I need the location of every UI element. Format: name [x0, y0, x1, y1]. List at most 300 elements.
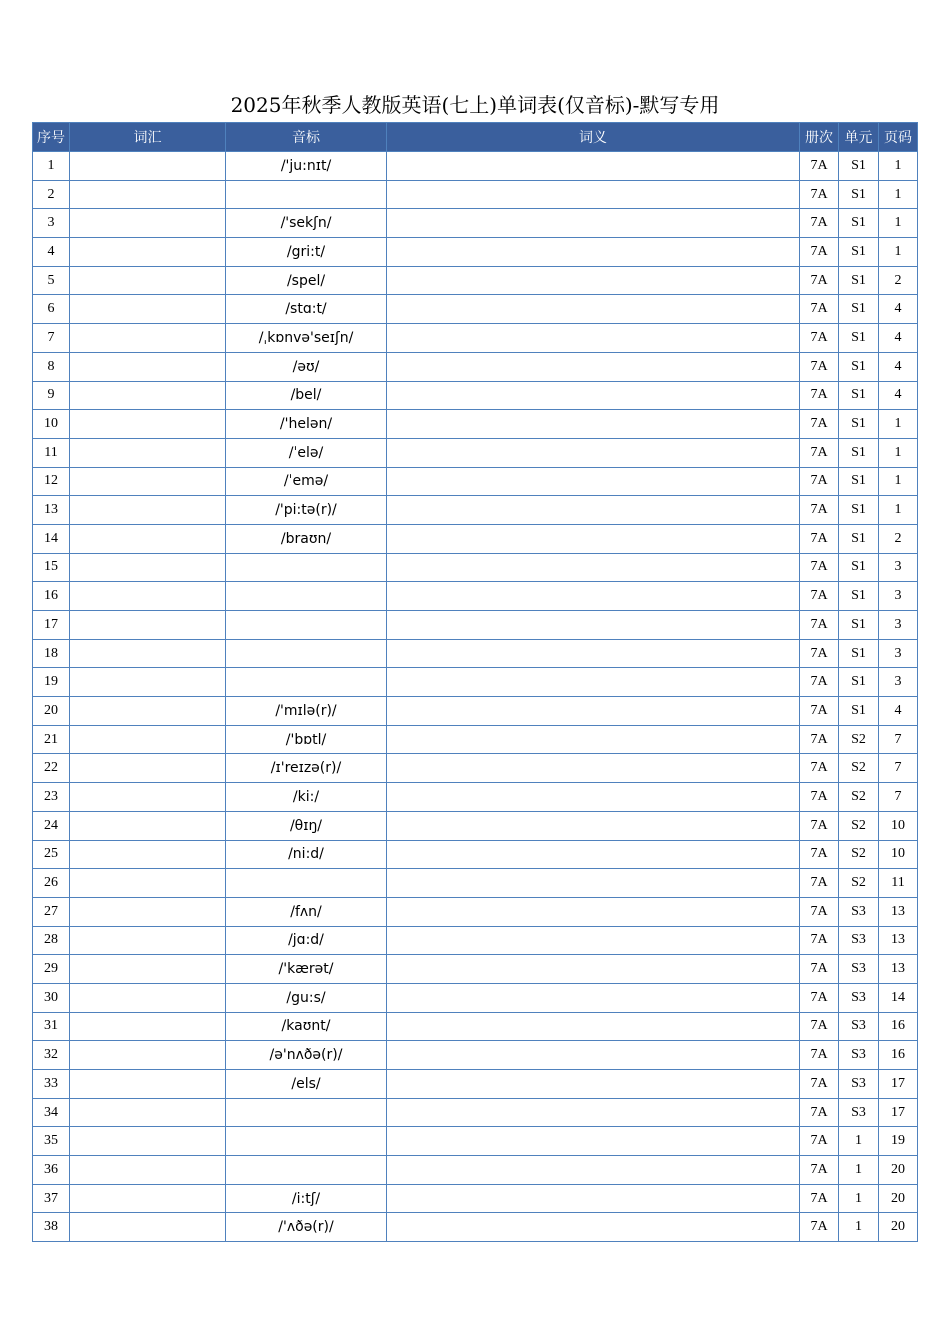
- cell-no: 36: [33, 1156, 70, 1185]
- cell-unit: S3: [839, 1012, 879, 1041]
- cell-meaning: [387, 467, 800, 496]
- cell-book: 7A: [800, 1012, 839, 1041]
- cell-book: 7A: [800, 582, 839, 611]
- cell-unit: S3: [839, 1041, 879, 1070]
- cell-meaning: [387, 1070, 800, 1099]
- cell-no: 3: [33, 209, 70, 238]
- cell-phonetic: /'sekʃn/: [226, 209, 387, 238]
- table-row: [33, 926, 918, 955]
- cell-book: 7A: [800, 467, 839, 496]
- cell-phonetic: /ɪ'reɪzə(r)/: [226, 754, 387, 783]
- cell-meaning: [387, 1041, 800, 1070]
- cell-book: 7A: [800, 209, 839, 238]
- cell-phonetic: /'pi:tə(r)/: [226, 496, 387, 525]
- cell-phonetic: /fʌn/: [226, 897, 387, 926]
- cell-no: 7: [33, 324, 70, 353]
- cell-page: 4: [879, 324, 918, 353]
- cell-page: 11: [879, 869, 918, 898]
- header-unit: 单元: [839, 123, 879, 152]
- cell-meaning: [387, 1184, 800, 1213]
- cell-page: 10: [879, 840, 918, 869]
- cell-page: 16: [879, 1012, 918, 1041]
- cell-unit: S1: [839, 209, 879, 238]
- table-row: [33, 266, 918, 295]
- cell-unit: 1: [839, 1156, 879, 1185]
- cell-meaning: [387, 266, 800, 295]
- cell-page: 19: [879, 1127, 918, 1156]
- cell-page: 20: [879, 1156, 918, 1185]
- cell-meaning: [387, 524, 800, 553]
- cell-book: 7A: [800, 697, 839, 726]
- cell-word: [70, 410, 226, 439]
- cell-word: [70, 1127, 226, 1156]
- cell-meaning: [387, 582, 800, 611]
- cell-phonetic: /'mɪlə(r)/: [226, 697, 387, 726]
- cell-phonetic: [226, 1156, 387, 1185]
- cell-book: 7A: [800, 352, 839, 381]
- cell-word: [70, 524, 226, 553]
- cell-page: 1: [879, 180, 918, 209]
- cell-unit: S1: [839, 553, 879, 582]
- cell-page: 4: [879, 381, 918, 410]
- cell-book: 7A: [800, 152, 839, 181]
- cell-unit: S3: [839, 897, 879, 926]
- cell-no: 14: [33, 524, 70, 553]
- cell-no: 4: [33, 238, 70, 267]
- cell-phonetic: /i:tʃ/: [226, 1184, 387, 1213]
- cell-book: 7A: [800, 524, 839, 553]
- cell-unit: 1: [839, 1184, 879, 1213]
- cell-word: [70, 725, 226, 754]
- cell-no: 19: [33, 668, 70, 697]
- cell-book: 7A: [800, 1184, 839, 1213]
- cell-word: [70, 1070, 226, 1099]
- cell-phonetic: [226, 582, 387, 611]
- table-row: [33, 381, 918, 410]
- cell-phonetic: [226, 1098, 387, 1127]
- cell-unit: S1: [839, 697, 879, 726]
- table-row: [33, 897, 918, 926]
- cell-book: 7A: [800, 496, 839, 525]
- cell-unit: S1: [839, 668, 879, 697]
- cell-unit: S3: [839, 955, 879, 984]
- cell-unit: S1: [839, 438, 879, 467]
- cell-unit: S1: [839, 238, 879, 267]
- cell-no: 9: [33, 381, 70, 410]
- cell-book: 7A: [800, 983, 839, 1012]
- cell-word: [70, 209, 226, 238]
- cell-book: 7A: [800, 381, 839, 410]
- table-row: [33, 1156, 918, 1185]
- cell-no: 16: [33, 582, 70, 611]
- cell-page: 3: [879, 553, 918, 582]
- cell-page: 7: [879, 754, 918, 783]
- cell-phonetic: /spel/: [226, 266, 387, 295]
- cell-unit: S1: [839, 611, 879, 640]
- cell-phonetic: /jɑ:d/: [226, 926, 387, 955]
- cell-phonetic: [226, 668, 387, 697]
- cell-book: 7A: [800, 266, 839, 295]
- cell-unit: S2: [839, 869, 879, 898]
- cell-no: 22: [33, 754, 70, 783]
- cell-phonetic: [226, 639, 387, 668]
- cell-phonetic: /'ʌðə(r)/: [226, 1213, 387, 1242]
- cell-unit: S3: [839, 926, 879, 955]
- cell-word: [70, 266, 226, 295]
- cell-unit: S1: [839, 582, 879, 611]
- table-row: [33, 697, 918, 726]
- cell-phonetic: /stɑ:t/: [226, 295, 387, 324]
- cell-no: 15: [33, 553, 70, 582]
- cell-page: 1: [879, 496, 918, 525]
- cell-meaning: [387, 783, 800, 812]
- cell-page: 20: [879, 1184, 918, 1213]
- table-row: [33, 352, 918, 381]
- table-row: [33, 295, 918, 324]
- table-row: [33, 1041, 918, 1070]
- cell-book: 7A: [800, 1070, 839, 1099]
- cell-no: 17: [33, 611, 70, 640]
- cell-meaning: [387, 295, 800, 324]
- cell-meaning: [387, 381, 800, 410]
- cell-book: 7A: [800, 639, 839, 668]
- table-row: [33, 1012, 918, 1041]
- cell-page: 1: [879, 238, 918, 267]
- cell-book: 7A: [800, 1127, 839, 1156]
- cell-meaning: [387, 668, 800, 697]
- cell-book: 7A: [800, 324, 839, 353]
- cell-page: 16: [879, 1041, 918, 1070]
- word-list-table: [32, 122, 918, 1242]
- cell-phonetic: [226, 869, 387, 898]
- table-row: [33, 324, 918, 353]
- cell-phonetic: /braʊn/: [226, 524, 387, 553]
- cell-no: 31: [33, 1012, 70, 1041]
- cell-meaning: [387, 697, 800, 726]
- cell-phonetic: /kaʊnt/: [226, 1012, 387, 1041]
- cell-word: [70, 611, 226, 640]
- table-row: [33, 467, 918, 496]
- cell-no: 13: [33, 496, 70, 525]
- cell-unit: S1: [839, 324, 879, 353]
- cell-meaning: [387, 1098, 800, 1127]
- cell-word: [70, 180, 226, 209]
- cell-unit: S1: [839, 639, 879, 668]
- cell-meaning: [387, 496, 800, 525]
- cell-unit: S2: [839, 811, 879, 840]
- cell-unit: 1: [839, 1213, 879, 1242]
- cell-word: [70, 754, 226, 783]
- cell-word: [70, 1012, 226, 1041]
- cell-meaning: [387, 840, 800, 869]
- cell-phonetic: /els/: [226, 1070, 387, 1099]
- cell-phonetic: /'bɒtl/: [226, 725, 387, 754]
- header-no: 序号: [33, 123, 70, 152]
- cell-no: 37: [33, 1184, 70, 1213]
- cell-no: 21: [33, 725, 70, 754]
- table-row: [33, 639, 918, 668]
- cell-book: 7A: [800, 410, 839, 439]
- cell-word: [70, 840, 226, 869]
- table-row: [33, 1184, 918, 1213]
- cell-page: 4: [879, 295, 918, 324]
- table-row: [33, 869, 918, 898]
- cell-meaning: [387, 180, 800, 209]
- table-row: [33, 553, 918, 582]
- cell-meaning: [387, 352, 800, 381]
- cell-book: 7A: [800, 840, 839, 869]
- cell-no: 8: [33, 352, 70, 381]
- cell-phonetic: /ˈemə/: [226, 467, 387, 496]
- cell-unit: S2: [839, 754, 879, 783]
- cell-phonetic: /bel/: [226, 381, 387, 410]
- cell-page: 3: [879, 582, 918, 611]
- cell-word: [70, 381, 226, 410]
- table-row: [33, 209, 918, 238]
- cell-page: 1: [879, 467, 918, 496]
- cell-page: 3: [879, 668, 918, 697]
- cell-meaning: [387, 1012, 800, 1041]
- cell-page: 4: [879, 352, 918, 381]
- cell-phonetic: /'ju:nɪt/: [226, 152, 387, 181]
- cell-no: 5: [33, 266, 70, 295]
- cell-word: [70, 668, 226, 697]
- cell-meaning: [387, 926, 800, 955]
- cell-unit: S1: [839, 180, 879, 209]
- cell-unit: S3: [839, 1098, 879, 1127]
- cell-unit: S2: [839, 783, 879, 812]
- table-row: [33, 955, 918, 984]
- cell-meaning: [387, 1213, 800, 1242]
- table-row: [33, 668, 918, 697]
- cell-phonetic: [226, 553, 387, 582]
- cell-page: 7: [879, 783, 918, 812]
- cell-phonetic: /ni:d/: [226, 840, 387, 869]
- cell-meaning: [387, 897, 800, 926]
- cell-word: [70, 783, 226, 812]
- cell-no: 2: [33, 180, 70, 209]
- cell-meaning: [387, 811, 800, 840]
- cell-book: 7A: [800, 295, 839, 324]
- cell-unit: 1: [839, 1127, 879, 1156]
- table-row: [33, 983, 918, 1012]
- cell-unit: S1: [839, 381, 879, 410]
- cell-unit: S3: [839, 1070, 879, 1099]
- cell-no: 10: [33, 410, 70, 439]
- cell-no: 1: [33, 152, 70, 181]
- table-row: [33, 754, 918, 783]
- header-book: 册次: [800, 123, 839, 152]
- cell-word: [70, 324, 226, 353]
- cell-unit: S2: [839, 840, 879, 869]
- cell-meaning: [387, 438, 800, 467]
- cell-word: [70, 582, 226, 611]
- cell-word: [70, 1156, 226, 1185]
- cell-book: 7A: [800, 869, 839, 898]
- table-row: [33, 1098, 918, 1127]
- cell-no: 32: [33, 1041, 70, 1070]
- cell-no: 6: [33, 295, 70, 324]
- cell-page: 3: [879, 611, 918, 640]
- cell-word: [70, 1098, 226, 1127]
- cell-word: [70, 811, 226, 840]
- cell-page: 17: [879, 1098, 918, 1127]
- cell-no: 38: [33, 1213, 70, 1242]
- cell-meaning: [387, 1156, 800, 1185]
- cell-no: 34: [33, 1098, 70, 1127]
- cell-no: 35: [33, 1127, 70, 1156]
- cell-book: 7A: [800, 1213, 839, 1242]
- cell-word: [70, 869, 226, 898]
- cell-word: [70, 983, 226, 1012]
- cell-meaning: [387, 553, 800, 582]
- cell-phonetic: [226, 180, 387, 209]
- header-word: 词汇: [70, 123, 226, 152]
- cell-phonetic: /əʊ/: [226, 352, 387, 381]
- cell-book: 7A: [800, 811, 839, 840]
- cell-unit: S3: [839, 983, 879, 1012]
- cell-book: 7A: [800, 180, 839, 209]
- table-row: [33, 811, 918, 840]
- table-row: [33, 180, 918, 209]
- cell-page: 14: [879, 983, 918, 1012]
- table-row: [33, 438, 918, 467]
- cell-meaning: [387, 152, 800, 181]
- cell-meaning: [387, 725, 800, 754]
- table-row: [33, 410, 918, 439]
- header-page: 页码: [879, 123, 918, 152]
- header-meaning: 词义: [387, 123, 800, 152]
- table-row: [33, 1070, 918, 1099]
- cell-no: 25: [33, 840, 70, 869]
- cell-page: 4: [879, 697, 918, 726]
- cell-word: [70, 496, 226, 525]
- cell-unit: S1: [839, 524, 879, 553]
- cell-no: 23: [33, 783, 70, 812]
- cell-book: 7A: [800, 1098, 839, 1127]
- cell-page: 13: [879, 955, 918, 984]
- cell-book: 7A: [800, 668, 839, 697]
- cell-book: 7A: [800, 1156, 839, 1185]
- cell-no: 12: [33, 467, 70, 496]
- cell-phonetic: /ˌkɒnvə'seɪʃn/: [226, 324, 387, 353]
- table-row: [33, 611, 918, 640]
- cell-page: 17: [879, 1070, 918, 1099]
- cell-book: 7A: [800, 611, 839, 640]
- cell-phonetic: /gu:s/: [226, 983, 387, 1012]
- cell-meaning: [387, 324, 800, 353]
- cell-phonetic: /θɪŋ/: [226, 811, 387, 840]
- table-row: [33, 152, 918, 181]
- cell-meaning: [387, 869, 800, 898]
- cell-book: 7A: [800, 754, 839, 783]
- cell-unit: S1: [839, 496, 879, 525]
- cell-meaning: [387, 1127, 800, 1156]
- cell-no: 24: [33, 811, 70, 840]
- cell-page: 1: [879, 438, 918, 467]
- cell-page: 13: [879, 926, 918, 955]
- cell-page: 3: [879, 639, 918, 668]
- cell-word: [70, 897, 226, 926]
- table-row: [33, 582, 918, 611]
- cell-word: [70, 697, 226, 726]
- cell-no: 11: [33, 438, 70, 467]
- cell-word: [70, 152, 226, 181]
- cell-meaning: [387, 238, 800, 267]
- cell-book: 7A: [800, 553, 839, 582]
- table-row: [33, 725, 918, 754]
- table-body: [33, 152, 918, 1242]
- cell-phonetic: /ə'nʌðə(r)/: [226, 1041, 387, 1070]
- cell-page: 20: [879, 1213, 918, 1242]
- cell-page: 2: [879, 524, 918, 553]
- cell-word: [70, 1213, 226, 1242]
- cell-no: 27: [33, 897, 70, 926]
- table-row: [33, 524, 918, 553]
- cell-unit: S2: [839, 725, 879, 754]
- cell-unit: S1: [839, 295, 879, 324]
- cell-phonetic: [226, 1127, 387, 1156]
- cell-meaning: [387, 611, 800, 640]
- cell-book: 7A: [800, 438, 839, 467]
- header-phonetic: 音标: [226, 123, 387, 152]
- table-row: [33, 1213, 918, 1242]
- cell-page: 1: [879, 410, 918, 439]
- cell-word: [70, 955, 226, 984]
- cell-page: 13: [879, 897, 918, 926]
- cell-page: 2: [879, 266, 918, 295]
- cell-no: 28: [33, 926, 70, 955]
- cell-book: 7A: [800, 783, 839, 812]
- table-row: [33, 1127, 918, 1156]
- cell-word: [70, 438, 226, 467]
- cell-word: [70, 1041, 226, 1070]
- table-header-row: [33, 123, 918, 152]
- cell-book: 7A: [800, 955, 839, 984]
- cell-no: 26: [33, 869, 70, 898]
- cell-meaning: [387, 983, 800, 1012]
- cell-page: 10: [879, 811, 918, 840]
- cell-book: 7A: [800, 897, 839, 926]
- cell-phonetic: /ˈelə/: [226, 438, 387, 467]
- cell-meaning: [387, 955, 800, 984]
- cell-meaning: [387, 754, 800, 783]
- cell-page: 1: [879, 152, 918, 181]
- cell-unit: S1: [839, 410, 879, 439]
- cell-book: 7A: [800, 725, 839, 754]
- cell-phonetic: /'kærət/: [226, 955, 387, 984]
- cell-word: [70, 1184, 226, 1213]
- cell-word: [70, 639, 226, 668]
- cell-word: [70, 926, 226, 955]
- cell-phonetic: [226, 611, 387, 640]
- cell-meaning: [387, 410, 800, 439]
- cell-phonetic: /'helən/: [226, 410, 387, 439]
- cell-word: [70, 352, 226, 381]
- cell-meaning: [387, 209, 800, 238]
- table-row: [33, 496, 918, 525]
- cell-book: 7A: [800, 1041, 839, 1070]
- cell-no: 20: [33, 697, 70, 726]
- page-title: 2025年秋季人教版英语(七上)单词表(仅音标)-默写专用: [230, 93, 720, 117]
- cell-no: 29: [33, 955, 70, 984]
- cell-phonetic: /gri:t/: [226, 238, 387, 267]
- cell-book: 7A: [800, 926, 839, 955]
- cell-no: 33: [33, 1070, 70, 1099]
- cell-word: [70, 467, 226, 496]
- cell-unit: S1: [839, 467, 879, 496]
- cell-phonetic: /ki:/: [226, 783, 387, 812]
